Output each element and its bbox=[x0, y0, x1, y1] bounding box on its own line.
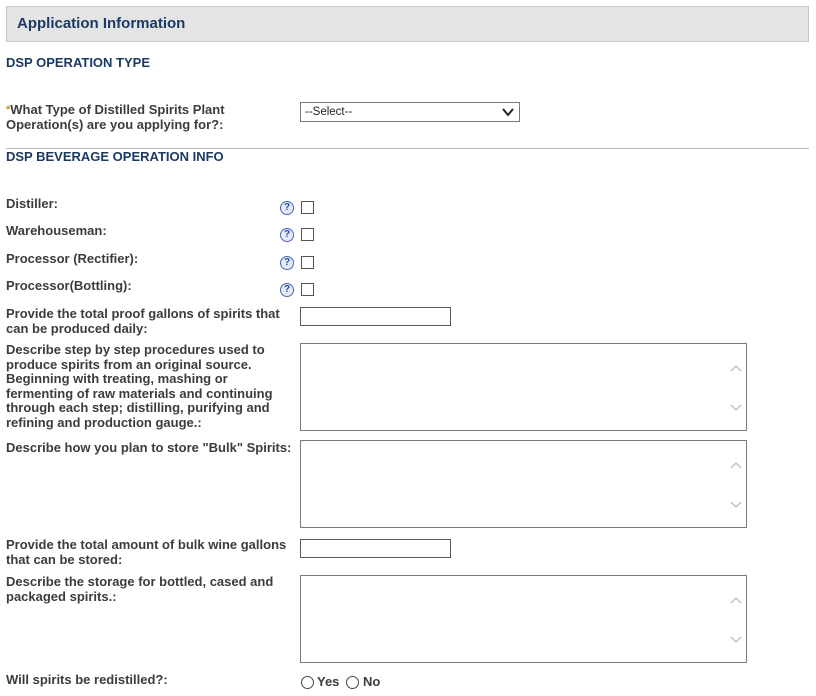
redistilled-no-radio[interactable] bbox=[346, 676, 359, 689]
bottled-storage-label: Describe the storage for bottled, cased and packaged spirits.: bbox=[6, 574, 274, 604]
required-asterisk: * bbox=[6, 104, 11, 116]
processor-rectifier-label: Processor (Rectifier): bbox=[6, 251, 139, 266]
help-icon[interactable]: ? bbox=[280, 228, 294, 242]
procedures-textarea[interactable] bbox=[300, 343, 747, 431]
bottled-storage-textarea[interactable] bbox=[300, 575, 747, 663]
redistilled-yes-radio[interactable] bbox=[301, 676, 314, 689]
warehouseman-checkbox[interactable] bbox=[301, 228, 314, 241]
help-icon[interactable]: ? bbox=[280, 256, 294, 270]
processor-bottling-checkbox[interactable] bbox=[301, 283, 314, 296]
processor-bottling-label: Processor(Bottling): bbox=[6, 278, 132, 293]
operation-type-question: What Type of Distilled Spirits Plant Operation(s) are you applying for?: bbox=[6, 102, 225, 132]
scroll-down-icon[interactable] bbox=[730, 501, 742, 509]
redistilled-label: Will spirits be redistilled?: bbox=[6, 672, 168, 687]
scroll-up-icon[interactable] bbox=[730, 596, 742, 604]
proof-gallons-input[interactable] bbox=[300, 307, 451, 326]
distiller-checkbox[interactable] bbox=[301, 201, 314, 214]
procedures-label: Describe step by step procedures used to produce spirits from an original source. Beginning with treating, mashing or fermenting of raw materials and continuing through each step; distilling, purifying and refining and production gauge.: bbox=[6, 342, 273, 430]
help-icon[interactable]: ? bbox=[280, 201, 294, 215]
bulk-wine-gallons-label: Provide the total amount of bulk wine gallons that can be stored: bbox=[6, 537, 287, 567]
panel-title: Application Information bbox=[17, 15, 186, 32]
panel-header bbox=[6, 6, 809, 42]
scroll-down-icon[interactable] bbox=[730, 404, 742, 412]
redistilled-yes-label[interactable]: Yes bbox=[317, 674, 340, 689]
bulk-storage-label: Describe how you plan to store "Bulk" Spirits: bbox=[6, 440, 292, 455]
section-title-beverage-info: DSP BEVERAGE OPERATION INFO bbox=[6, 149, 224, 164]
distiller-label: Distiller: bbox=[6, 196, 59, 211]
scroll-up-icon[interactable] bbox=[730, 461, 742, 469]
help-icon[interactable]: ? bbox=[280, 283, 294, 297]
section-title-operation-type: DSP OPERATION TYPE bbox=[6, 55, 150, 70]
bulk-wine-gallons-input[interactable] bbox=[300, 539, 451, 558]
chevron-down-icon bbox=[501, 105, 515, 119]
processor-rectifier-checkbox[interactable] bbox=[301, 256, 314, 269]
scroll-up-icon[interactable] bbox=[730, 364, 742, 372]
operation-type-label bbox=[6, 103, 298, 132]
bulk-storage-textarea[interactable] bbox=[300, 440, 747, 528]
proof-gallons-label: Provide the total proof gallons of spirits that can be produced daily: bbox=[6, 306, 280, 336]
warehouseman-label: Warehouseman: bbox=[6, 223, 107, 238]
redistilled-no-label[interactable]: No bbox=[363, 674, 381, 689]
operation-type-select-value: --Select-- bbox=[305, 106, 353, 118]
operation-type-select[interactable] bbox=[300, 102, 520, 122]
scroll-down-icon[interactable] bbox=[730, 636, 742, 644]
